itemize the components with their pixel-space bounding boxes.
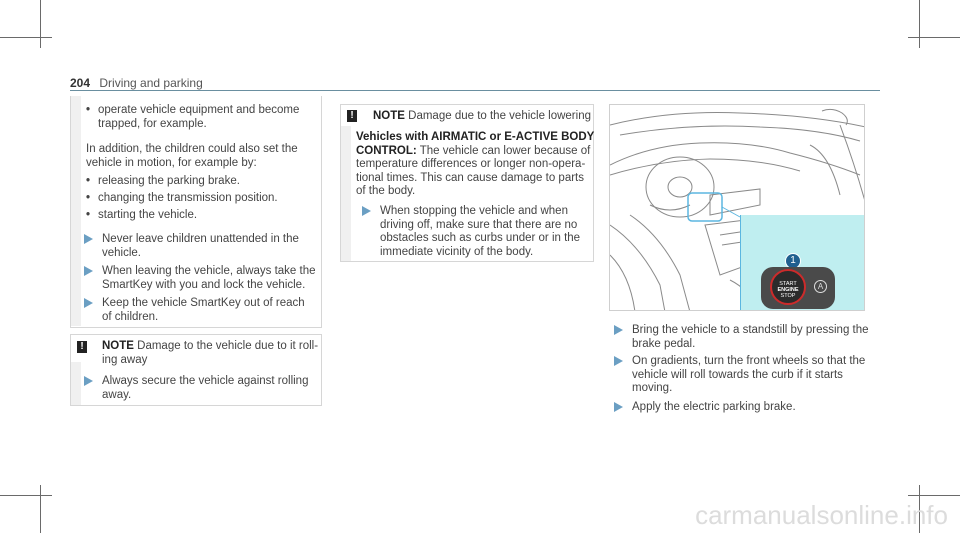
list-item-text: changing the transmission position. — [98, 192, 278, 204]
action-text: obstacles such as curbs under or in the — [380, 232, 581, 244]
crop-mark — [919, 0, 920, 48]
crop-mark — [40, 485, 41, 533]
section-title: Driving and parking — [99, 76, 203, 90]
bullet-dot: • — [86, 175, 91, 187]
action-text: Always secure the vehicle against rolling — [102, 375, 309, 387]
crop-mark — [0, 495, 52, 496]
action-arrow-icon — [84, 234, 93, 244]
note-body — [356, 131, 594, 199]
crop-mark — [40, 0, 41, 48]
note-title: Damage due to the vehicle lowering — [408, 110, 591, 122]
action-text: SmartKey with you and lock the vehicle. — [102, 278, 306, 291]
box-sidebar — [341, 126, 351, 261]
action-arrow-icon — [84, 298, 93, 308]
action-text: of children. — [102, 310, 159, 323]
list-item-text: releasing the parking brake. — [98, 175, 240, 187]
exclamation-icon: ! — [77, 341, 87, 353]
paragraph-line: In addition, the children could also set the — [86, 143, 298, 155]
note-condition: CONTROL: — [356, 144, 417, 157]
action-text: When leaving the vehicle, always take the — [102, 265, 316, 277]
action-arrow-icon — [614, 325, 623, 335]
note-label: NOTE — [373, 110, 405, 122]
header-rule — [70, 90, 880, 91]
bullet-dot: • — [86, 104, 91, 116]
note-line: temperature differences or longer non-opera- — [356, 158, 586, 170]
button-label: STOP — [780, 293, 796, 299]
page-header — [70, 76, 203, 90]
note-title: ing away — [102, 353, 148, 366]
action-text: vehicle. — [102, 246, 141, 259]
note-line: tional times. This can cause damage to parts — [356, 171, 584, 184]
note-header — [102, 340, 318, 367]
paragraph — [86, 143, 298, 170]
crop-mark — [908, 495, 960, 496]
button-label: ENGINE — [777, 287, 799, 293]
crop-mark — [0, 37, 52, 38]
list-item-text: operate vehicle equipment and become — [98, 104, 300, 116]
bullet-dot: • — [86, 209, 91, 221]
page-number: 204 — [70, 76, 91, 90]
button-label: START — [779, 281, 797, 287]
action-text: vehicle will roll towards the curb if it starts — [632, 368, 843, 381]
crop-mark — [908, 37, 960, 38]
box-sidebar — [71, 362, 81, 405]
action-text: away. — [102, 388, 132, 401]
vehicle-interior-illustration — [609, 104, 865, 311]
eco-start-stop-icon — [814, 280, 827, 293]
note-line: of the body. — [356, 185, 416, 197]
action-arrow-icon — [614, 402, 623, 412]
note-line: The vehicle can lower because of — [419, 144, 591, 157]
action-text: Keep the vehicle SmartKey out of reach — [102, 297, 305, 309]
note-condition: Vehicles with AIRMATIC or E-ACTIVE BODY — [356, 131, 595, 143]
bullet-dot: • — [86, 192, 91, 204]
action-arrow-icon — [362, 206, 371, 216]
action-text: On gradients, turn the front wheels so that the — [632, 355, 866, 367]
watermark: carmanualsonline.info — [695, 500, 948, 530]
exclamation-icon: ! — [347, 110, 357, 122]
note-title: Damage to the vehicle due to it roll- — [137, 340, 319, 352]
action-arrow-icon — [84, 376, 93, 386]
action-text: driving off, make sure that there are no — [380, 218, 578, 231]
action-text: When stopping the vehicle and when — [380, 205, 568, 217]
list-item-text: starting the vehicle. — [98, 209, 198, 221]
action-text: brake pedal. — [632, 337, 696, 350]
box-sidebar — [71, 96, 81, 326]
list-item-text: trapped, for example. — [98, 117, 207, 130]
icon-letter: A — [817, 282, 824, 291]
action-text: Never leave children unattended in the — [102, 233, 299, 245]
action-text: Bring the vehicle to a standstill by pressing the — [632, 324, 869, 336]
note-header — [373, 110, 591, 124]
note-label: NOTE — [102, 340, 134, 352]
action-arrow-icon — [84, 266, 93, 276]
start-engine-stop-button — [770, 269, 806, 305]
action-text: Apply the electric parking brake. — [632, 401, 796, 413]
paragraph-line: vehicle in motion, for example by: — [86, 156, 257, 169]
action-arrow-icon — [614, 356, 623, 366]
action-text: moving. — [632, 382, 673, 394]
callout-label: 1 — [790, 255, 796, 266]
action-text: immediate vicinity of the body. — [380, 245, 534, 258]
